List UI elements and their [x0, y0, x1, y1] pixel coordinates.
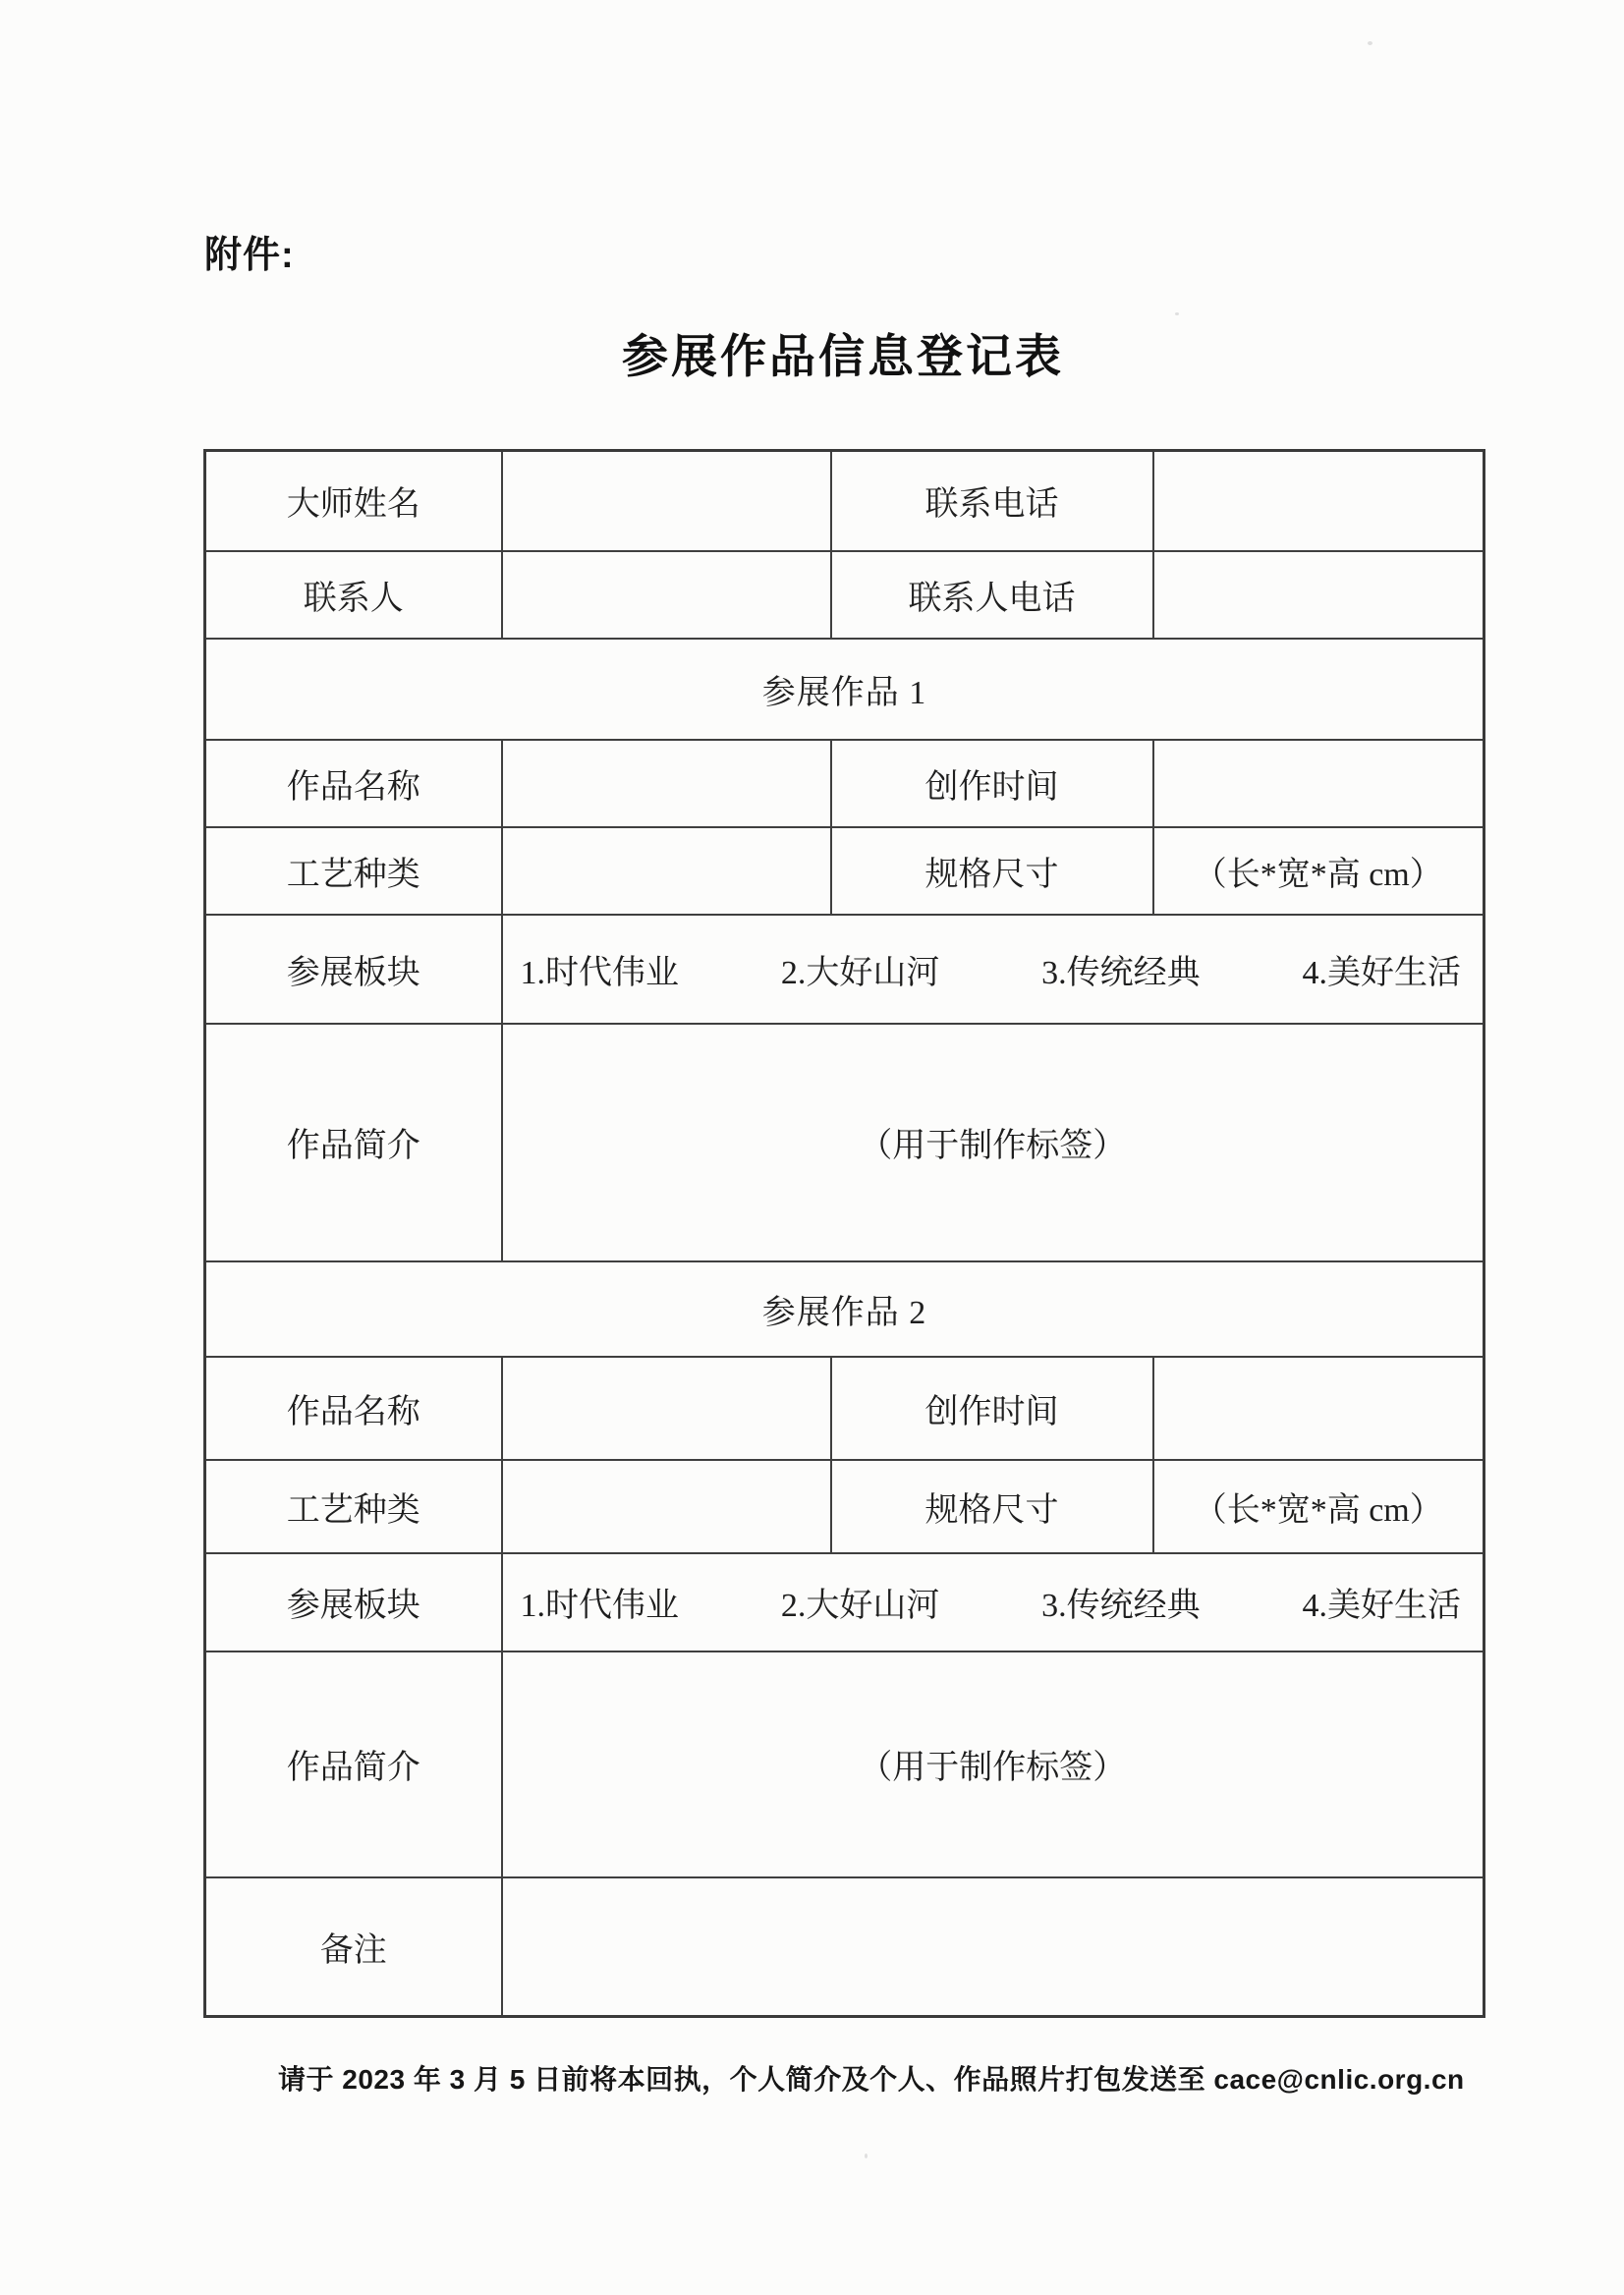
work2-option-2: 2.大好山河 — [780, 1588, 940, 1624]
work1-size-label: 规格尺寸 — [831, 827, 1153, 915]
work1-option-3: 3.传统经典 — [1041, 954, 1201, 991]
contact-person-phone-value-cell — [1153, 551, 1484, 639]
work2-intro-hint-cell: （用于制作标签） — [502, 1651, 1484, 1877]
work1-size-hint: （长*宽*高 cm） — [1153, 827, 1484, 915]
work1-creation-time-label: 创作时间 — [831, 740, 1153, 827]
table-row — [205, 1651, 1484, 1877]
table-row — [205, 639, 1484, 740]
master-name-value-cell — [502, 451, 831, 551]
remarks-label: 备注 — [205, 1877, 502, 2017]
table-row — [205, 740, 1484, 827]
contact-person-label: 联系人 — [205, 551, 502, 639]
table-row — [205, 1553, 1484, 1651]
work2-creation-time-value-cell — [1153, 1357, 1484, 1460]
contact-phone-label: 联系电话 — [831, 451, 1153, 551]
table-row — [205, 915, 1484, 1024]
section-1-title: 参展作品 1 — [205, 639, 1484, 740]
work1-craft-type-label: 工艺种类 — [205, 827, 502, 915]
table-row — [205, 1261, 1484, 1357]
work1-exhibition-section-label: 参展板块 — [205, 915, 502, 1024]
work1-intro-label: 作品简介 — [205, 1024, 502, 1261]
scan-speckle — [1175, 312, 1179, 315]
attachment-label: 附件: — [204, 235, 295, 276]
table-row — [205, 1357, 1484, 1460]
work2-name-value-cell — [502, 1357, 831, 1460]
page-title: 参展作品信息登记表 — [622, 330, 1064, 382]
footer-note: 请于 2023 年 3 月 5 日前将本回执，个人简介及个人、作品照片打包发送至 cace@cnlic.org.cn — [278, 2064, 1465, 2095]
table-row — [205, 1024, 1484, 1261]
master-name-label: 大师姓名 — [205, 451, 502, 551]
contact-person-value-cell — [502, 551, 831, 639]
work1-name-label: 作品名称 — [205, 740, 502, 827]
table-row — [205, 1877, 1484, 2017]
scan-speckle — [865, 2154, 868, 2158]
work1-exhibition-options-cell — [502, 915, 1484, 1024]
work2-size-hint: （长*宽*高 cm） — [1153, 1460, 1484, 1553]
table-row — [205, 551, 1484, 639]
work1-option-1: 1.时代伟业 — [520, 954, 679, 991]
work2-intro-label: 作品简介 — [205, 1651, 502, 1877]
work2-option-3: 3.传统经典 — [1041, 1588, 1201, 1624]
contact-person-phone-label: 联系人电话 — [831, 551, 1153, 639]
work2-name-label: 作品名称 — [205, 1357, 502, 1460]
work2-craft-type-label: 工艺种类 — [205, 1460, 502, 1553]
work2-exhibition-section-label: 参展板块 — [205, 1553, 502, 1651]
scan-speckle — [1368, 41, 1372, 45]
work2-creation-time-label: 创作时间 — [831, 1357, 1153, 1460]
work1-name-value-cell — [502, 740, 831, 827]
remarks-value-cell — [502, 1877, 1484, 2017]
work2-size-label: 规格尺寸 — [831, 1460, 1153, 1553]
table-row — [205, 1460, 1484, 1553]
work2-option-4: 4.美好生活 — [1302, 1588, 1461, 1624]
work2-exhibition-options-cell — [502, 1553, 1484, 1651]
work1-creation-time-value-cell — [1153, 740, 1484, 827]
section-2-title: 参展作品 2 — [205, 1261, 1484, 1357]
work2-option-1: 1.时代伟业 — [520, 1588, 679, 1624]
table-row — [205, 827, 1484, 915]
work1-option-2: 2.大好山河 — [780, 954, 940, 991]
contact-phone-value-cell — [1153, 451, 1484, 551]
work1-option-4: 4.美好生活 — [1302, 954, 1461, 991]
registration-table — [203, 449, 1485, 2018]
work1-intro-hint-cell: （用于制作标签） — [502, 1024, 1484, 1261]
work1-craft-type-value-cell — [502, 827, 831, 915]
table-row — [205, 451, 1484, 551]
work2-craft-type-value-cell — [502, 1460, 831, 1553]
